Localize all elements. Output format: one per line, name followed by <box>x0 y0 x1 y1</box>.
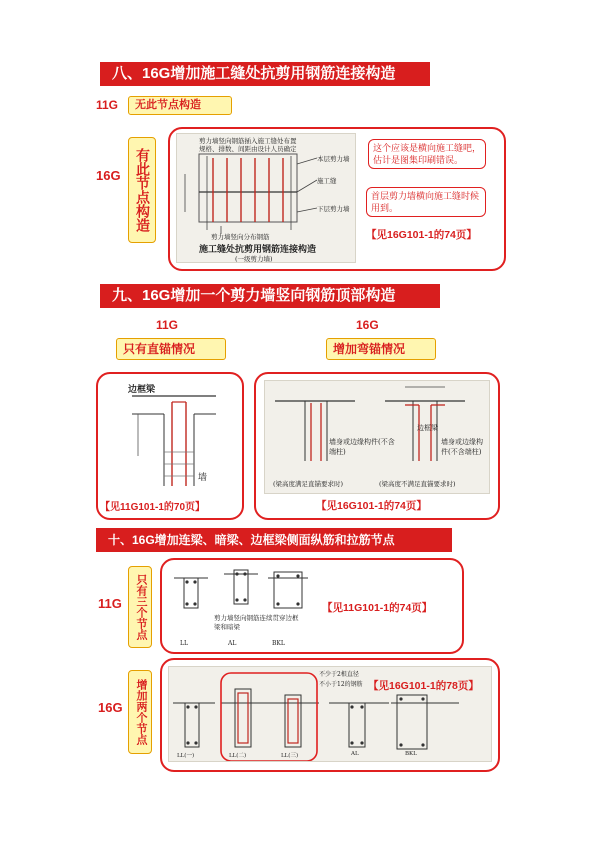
left-drawing-label2: 墙 <box>198 473 208 483</box>
right-drawing-label2: 墙身或边缘构件(不含端柱) <box>329 438 395 456</box>
section10-ref-11g: 【见11G101-1的74页】 <box>322 602 433 614</box>
drawing-caption: 施工缝处抗剪用钢筋连接构造 <box>199 245 317 255</box>
section8-label-11g: 11G <box>96 98 119 112</box>
label-16g-ll3: LL(三) <box>281 753 299 759</box>
drawing-bottom-note: 剪力墙竖向分布钢筋 <box>211 233 270 241</box>
right-drawing-note2: (梁高度不满足直锚要求时) <box>379 480 456 488</box>
section10-label-11g: 11G <box>98 596 122 611</box>
section8-frame <box>168 127 506 271</box>
label-11g-ll: LL <box>180 640 188 647</box>
section9-label-11g: 11G <box>156 318 179 332</box>
section8-callout1: 这个应该是横向施工缝吧，估计是图集印刷错误。 <box>368 139 486 169</box>
section10-side-tag-11g: 只有三个节点 <box>128 566 152 648</box>
label-16g-bkl: BKL <box>405 751 417 757</box>
section10-drawing-note-11g: 剪力墙竖向钢筋连续贯穿边框梁和暗梁 <box>214 614 299 631</box>
left-drawing-label: 边框梁 <box>128 385 156 395</box>
section10-label-16g: 16G <box>98 700 123 715</box>
drawing-label-right1: 本层剪力墙 <box>317 155 350 163</box>
section9-ref-11g: 【见11G101-1的70页】 <box>100 502 206 513</box>
section10-title: 十、16G增加连梁、暗梁、边框梁侧面纵筋和拉筋节点 <box>96 528 452 552</box>
section10-drawing-note-16g2: 不小于12的钢筋 <box>319 681 363 688</box>
drawing-top-note2: 规格、排数、间距由设计人员确定 <box>199 145 297 153</box>
section9-label-16g: 16G <box>356 318 379 332</box>
section9-title: 九、16G增加一个剪力墙竖向钢筋顶部构造 <box>100 284 440 308</box>
section8-ref: 【见16G101-1的74页】 <box>366 229 477 241</box>
section8-side-tag: 有此节点构造 <box>128 137 156 243</box>
drawing-subcaption: (一级剪力墙) <box>235 255 273 263</box>
section9-note-16g: 增加弯锚情况 <box>326 338 436 360</box>
label-16g-ll2: LL(二) <box>229 753 247 759</box>
section9-left-drawing <box>98 374 242 494</box>
section9-left-frame <box>96 372 244 520</box>
label-16g-ll1: LL(一) <box>177 753 195 759</box>
section8-note-11g: 无此节点构造 <box>128 96 232 115</box>
section10-frame-16g <box>160 658 500 772</box>
right-drawing-label3: 墙身或边缘构件(不含端柱) <box>441 438 483 456</box>
section8-drawing <box>176 133 356 263</box>
right-drawing-note1: (梁高度满足直锚要求时) <box>273 480 344 488</box>
drawing-top-note: 剪力墙竖向钢筋插入施工缝处布置 <box>199 137 297 145</box>
section10-drawing-note-16g1: 不少于2根直径 <box>319 671 359 678</box>
right-drawing-label1: 边框梁 <box>417 424 438 432</box>
section10-frame-11g <box>160 558 464 654</box>
section8-callout2: 首层剪力墙横向施工缝时候用到。 <box>366 187 486 217</box>
section10-side-tag-16g: 增加两个节点 <box>128 670 152 754</box>
section8-label-16g: 16G <box>96 168 121 183</box>
drawing-label-right2: 施工缝 <box>317 177 337 185</box>
section9-right-drawing <box>264 380 490 494</box>
section10-ref-16g: 【见16G101-1的78页】 <box>368 680 479 692</box>
label-11g-bkl: BKL <box>272 640 285 647</box>
section9-right-frame <box>254 372 500 520</box>
label-16g-al: AL <box>351 751 359 757</box>
drawing-label-right3: 下层剪力墙 <box>317 205 350 213</box>
section9-note-11g: 只有直锚情况 <box>116 338 226 360</box>
section8-title: 八、16G增加施工缝处抗剪用钢筋连接构造 <box>100 62 430 86</box>
section9-ref-16g: 【见16G101-1的74页】 <box>316 500 427 512</box>
label-11g-al: AL <box>228 640 237 647</box>
